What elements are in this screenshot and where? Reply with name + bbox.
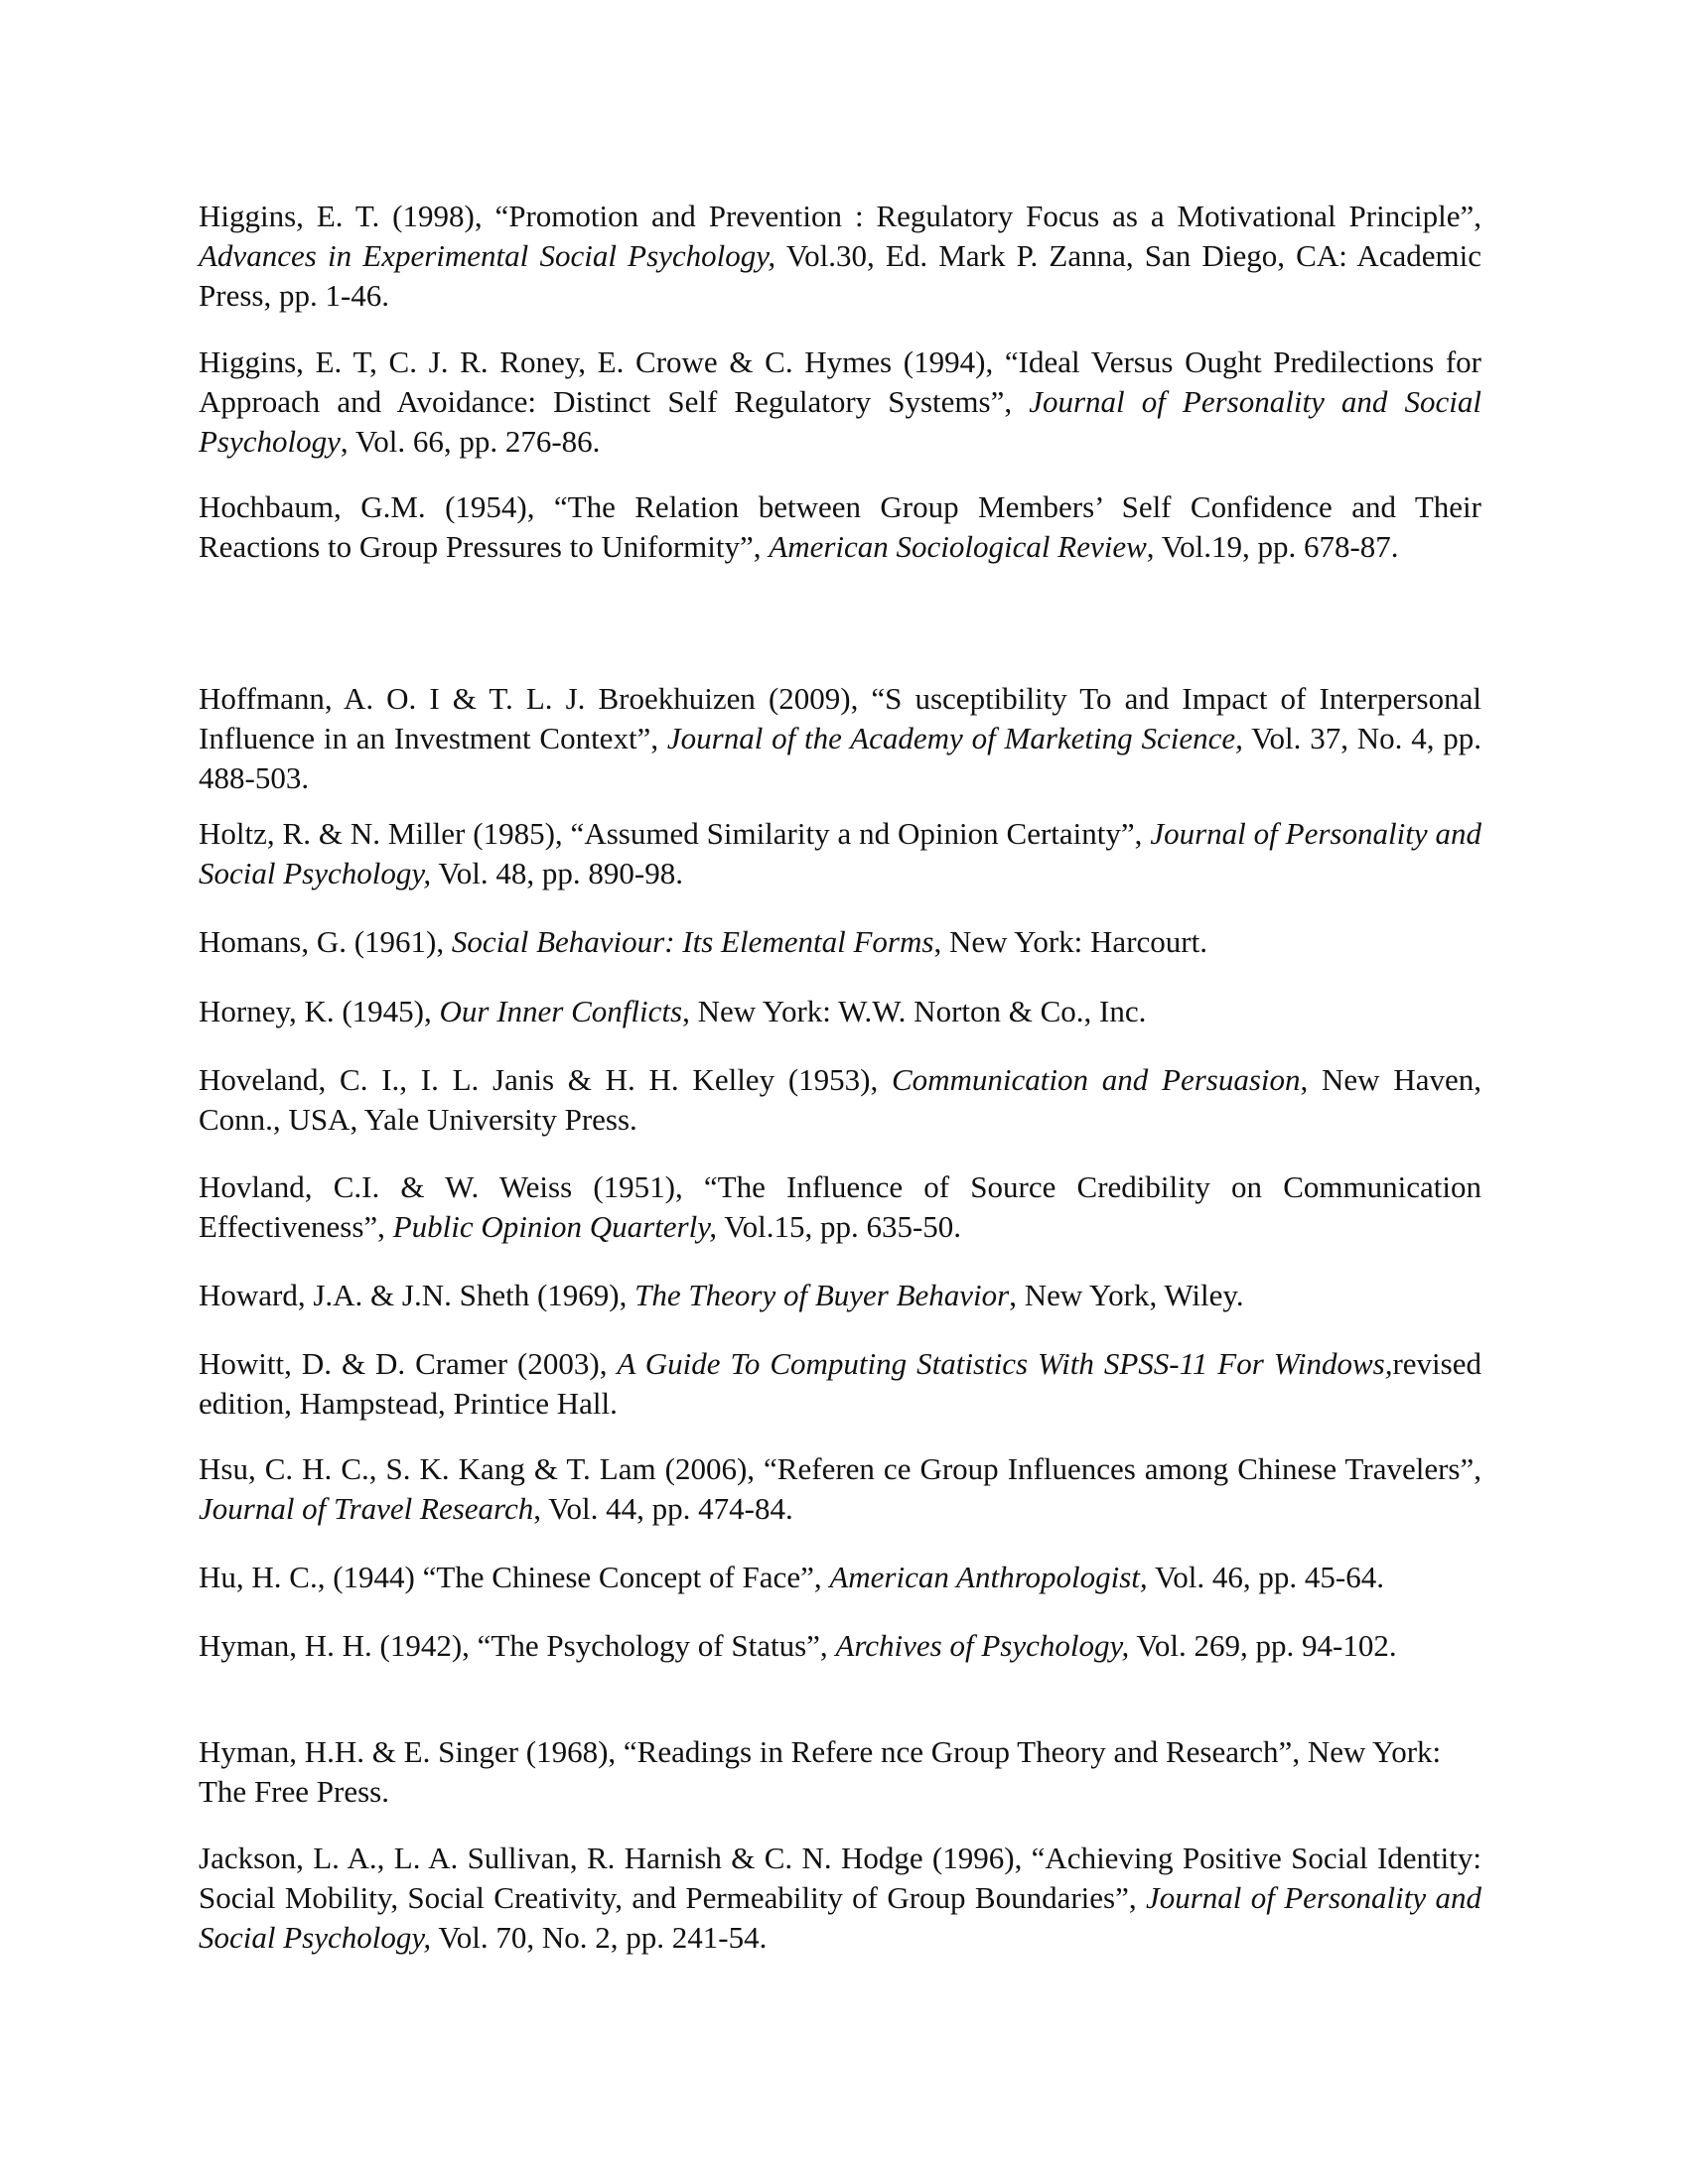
- reference-hu-1944: [199, 1558, 1481, 1597]
- reference-source-title: Journal of the Academy of Marketing Science,: [666, 721, 1243, 755]
- reference-hyman-1968: [199, 1732, 1481, 1812]
- reference-text: Vol.30, Ed. Mark P. Zanna, San Diego, CA: Academic Press, pp. 1-46.: [199, 238, 1481, 313]
- reference-text: Hyman, H.H. & E. Singer (1968), “Readings in Refere nce Group Theory and Research”, New York: The Free Press.: [199, 1734, 1442, 1809]
- reference-source-title: Advances in Experimental Social Psychology,: [199, 238, 776, 273]
- reference-source-title: Journal of Personality and Social Psychology,: [199, 816, 1481, 890]
- reference-jackson-1996: [199, 1839, 1481, 1958]
- reference-text: Vol.15, pp. 635-50.: [717, 1209, 962, 1244]
- reference-text: Hu, H. C., (1944) “The Chinese Concept of Face”,: [199, 1560, 830, 1594]
- reference-text: Hsu, C. H. C., S. K. Kang & T. Lam (2006), “Referen ce Group Influences among Chinese Travelers”,: [199, 1451, 1481, 1486]
- reference-source-title: Journal of Travel Research: [199, 1491, 534, 1526]
- reference-hsu-2006: [199, 1449, 1481, 1529]
- reference-text: Higgins, E. T. (1998), “Promotion and Prevention : Regulatory Focus as a Motivational Principle”,: [199, 199, 1481, 233]
- reference-higgins-1994: [199, 342, 1481, 462]
- reference-text: Hoveland, C. I., I. L. Janis & H. H. Kelley (1953),: [199, 1062, 892, 1097]
- reference-text: Hyman, H. H. (1942), “The Psychology of Status”,: [199, 1628, 836, 1663]
- reference-text: , New York: Harcourt.: [933, 924, 1207, 959]
- reference-text: Howard, J.A. & J.N. Sheth (1969),: [199, 1278, 635, 1312]
- reference-hochbaum-1954: [199, 487, 1481, 567]
- reference-text: Hochbaum, G.M. (1954), “The Relation between Group Members’ Self Confidence and Their Reactions to Group Pressures to Uniformity”,: [199, 489, 1481, 564]
- reference-text: , New Haven, Conn., USA, Yale University Press.: [199, 1062, 1481, 1137]
- reference-source-title: Communication and Persuasion: [891, 1062, 1301, 1097]
- reference-text: , New York, Wiley.: [1009, 1278, 1244, 1312]
- reference-hoveland-1953: [199, 1060, 1481, 1140]
- reference-text: Higgins, E. T, C. J. R. Roney, E. Crowe & C. Hymes (1994), “Ideal Versus Ought Predilections for Approach and Avoidance: Distinct Self Regulatory Systems”,: [199, 344, 1481, 419]
- reference-horney-1945: [199, 992, 1481, 1031]
- reference-hyman-1942: [199, 1626, 1481, 1666]
- reference-text: Vol. 70, No. 2, pp. 241-54.: [431, 1920, 768, 1955]
- reference-source-title: American Anthropologist,: [829, 1560, 1148, 1594]
- reference-holtz-1985: [199, 814, 1481, 893]
- reference-text: Hoffmann, A. O. I & T. L. J. Broekhuizen (2009), “S usceptibility To and Impact of Interpersonal Influence in an Investment Context”,: [199, 681, 1481, 755]
- reference-source-title: A Guide To Computing Statistics With SPSS-11 For Windows,: [617, 1346, 1393, 1381]
- reference-higgins-1998: [199, 197, 1481, 316]
- reference-text: Vol. 37, No. 4, pp. 488-503.: [199, 721, 1482, 795]
- reference-source-title: Journal of Personality and Social Psychology: [199, 384, 1481, 459]
- reference-source-title: Public Opinion Quarterly,: [392, 1209, 718, 1244]
- reference-text: Hovland, C.I. & W. Weiss (1951), “The Influence of Source Credibility on Communication Effectiveness”,: [199, 1169, 1481, 1244]
- reference-source-title: Archives of Psychology,: [835, 1628, 1130, 1663]
- reference-source-title: American Sociological Review: [769, 529, 1147, 564]
- reference-text: Vol. 46, pp. 45-64.: [1147, 1560, 1384, 1594]
- reference-source-title: The Theory of Buyer Behavior: [634, 1278, 1010, 1312]
- reference-homans-1961: [199, 922, 1481, 962]
- reference-hovland-1951: [199, 1167, 1481, 1247]
- reference-source-title: Social Behaviour: Its Elemental Forms: [451, 924, 934, 959]
- reference-text: revised edition, Hampstead, Printice Hall.: [199, 1346, 1481, 1421]
- reference-source-title: Our Inner Conflicts: [439, 994, 683, 1028]
- reference-howitt-2003: [199, 1344, 1481, 1424]
- reference-text: , Vol. 44, pp. 474-84.: [533, 1491, 793, 1526]
- reference-hoffmann-2009: [199, 679, 1481, 798]
- reference-source-title: Journal of Personality and Social Psychology,: [199, 1880, 1481, 1955]
- reference-text: , Vol.19, pp. 678-87.: [1146, 529, 1399, 564]
- reference-text: Vol. 269, pp. 94-102.: [1129, 1628, 1397, 1663]
- reference-text: Vol. 48, pp. 890-98.: [431, 856, 683, 890]
- reference-text: , Vol. 66, pp. 276-86.: [340, 424, 601, 459]
- reference-text: Howitt, D. & D. Cramer (2003),: [199, 1346, 618, 1381]
- reference-text: , New York: W.W. Norton & Co., Inc.: [682, 994, 1147, 1028]
- reference-howard-1969: [199, 1276, 1481, 1315]
- reference-text: Homans, G. (1961),: [199, 924, 452, 959]
- reference-text: Horney, K. (1945),: [199, 994, 440, 1028]
- reference-text: Holtz, R. & N. Miller (1985), “Assumed Similarity a nd Opinion Certainty”,: [199, 816, 1151, 851]
- reference-text: Jackson, L. A., L. A. Sullivan, R. Harnish & C. N. Hodge (1996), “Achieving Positive Social Identity: Social Mobility, Social Creativity, and Permeability of Group Boundaries”,: [199, 1841, 1481, 1915]
